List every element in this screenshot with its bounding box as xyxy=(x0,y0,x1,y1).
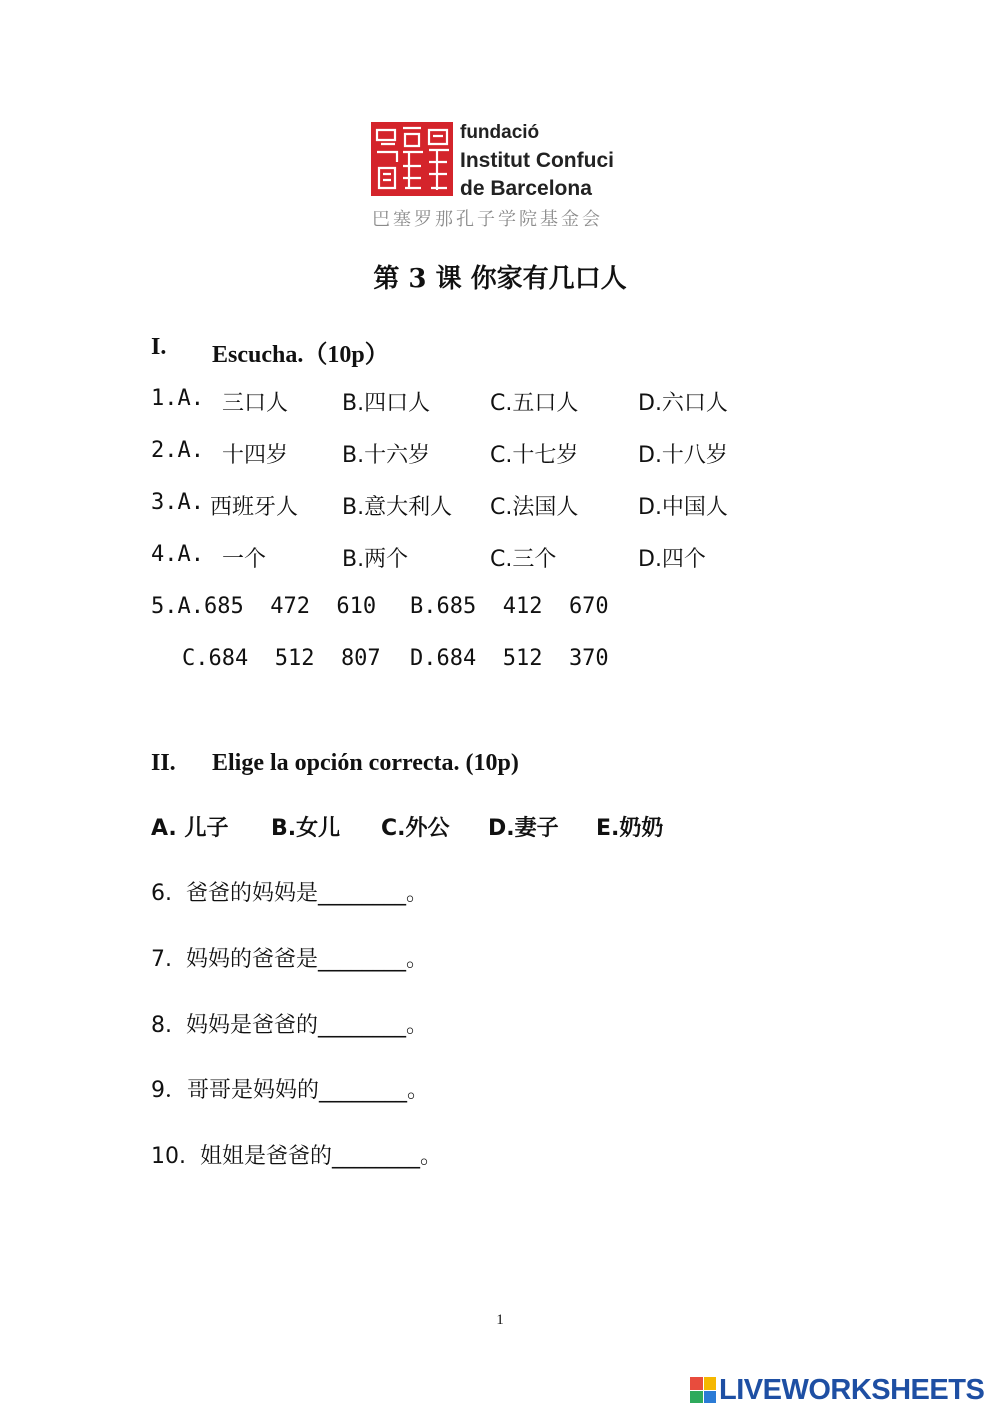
question-1-option-b: B.四口人 xyxy=(342,391,431,416)
question-3-label: 3.A. xyxy=(151,490,204,515)
question-3-option-c: C.法国人 xyxy=(490,495,579,520)
word-bank-option-d: D.妻子 xyxy=(488,816,559,841)
question-3-option-d: D.中国人 xyxy=(638,495,728,520)
word-bank-option-c: C.外公 xyxy=(381,816,450,841)
question-3-option-b: B.意大利人 xyxy=(342,495,453,520)
liveworksheets-wordmark: LIVEWORKSHEETS xyxy=(719,1373,985,1406)
word-bank-option-e: E.奶奶 xyxy=(596,816,664,841)
question-4-option-a: 一个 xyxy=(222,547,267,572)
logo-line-2: Institut Confuci xyxy=(460,149,614,172)
question-5-option-a: 5.A.685 472 610 xyxy=(151,594,377,619)
question-1-label: 1.A. xyxy=(151,386,204,411)
logo-chinese-name: 巴塞罗那孔子学院基金会 xyxy=(372,209,603,230)
question-6: 6. 爸爸的妈妈是________。 xyxy=(151,881,428,906)
institute-name xyxy=(460,119,614,203)
section-1-number: I. xyxy=(151,334,167,360)
liveworksheets-logo[interactable] xyxy=(690,1375,984,1405)
question-4-option-b: B.两个 xyxy=(342,547,409,572)
question-2-option-d: D.十八岁 xyxy=(638,443,728,468)
question-10: 10. 姐姐是爸爸的________。 xyxy=(151,1144,442,1169)
question-1-option-d: D.六口人 xyxy=(638,391,728,416)
question-4-option-c: C.三个 xyxy=(490,547,557,572)
question-2-option-b: B.十六岁 xyxy=(342,443,431,468)
section-2-title: Elige la opción correcta. (10p) xyxy=(212,750,519,776)
liveworksheets-icon xyxy=(690,1377,716,1403)
question-8: 8. 妈妈是爸爸的________。 xyxy=(151,1013,428,1038)
question-2-label: 2.A. xyxy=(151,438,204,463)
word-bank-option-b: B.女儿 xyxy=(271,816,341,841)
page-number: 1 xyxy=(496,1312,504,1328)
question-4-label: 4.A. xyxy=(151,542,204,567)
institute-seal-logo xyxy=(371,122,453,196)
question-7: 7. 妈妈的爸爸是________。 xyxy=(151,947,428,972)
section-1-title: Escucha.（10p） xyxy=(212,342,389,368)
question-3-option-a: 西班牙人 xyxy=(210,495,299,520)
logo-line-1: fundació xyxy=(460,122,540,143)
lesson-title: 第 3 课 你家有几口人 xyxy=(373,264,627,294)
question-1-option-c: C.五口人 xyxy=(490,391,579,416)
question-2-option-c: C.十七岁 xyxy=(490,443,579,468)
question-9: 9．哥哥是妈妈的________。 xyxy=(151,1078,429,1103)
question-5-option-c: C.684 512 807 xyxy=(182,646,381,671)
section-2-number: II. xyxy=(151,750,176,776)
question-5-option-b: B.685 412 670 xyxy=(410,594,609,619)
logo-line-3: de Barcelona xyxy=(460,177,592,200)
question-1-option-a: 三口人 xyxy=(222,391,289,416)
question-2-option-a: 十四岁 xyxy=(222,443,289,468)
word-bank-option-a: A. 儿子 xyxy=(151,816,229,841)
question-4-option-d: D.四个 xyxy=(638,547,706,572)
question-5-option-d: D.684 512 370 xyxy=(410,646,609,671)
